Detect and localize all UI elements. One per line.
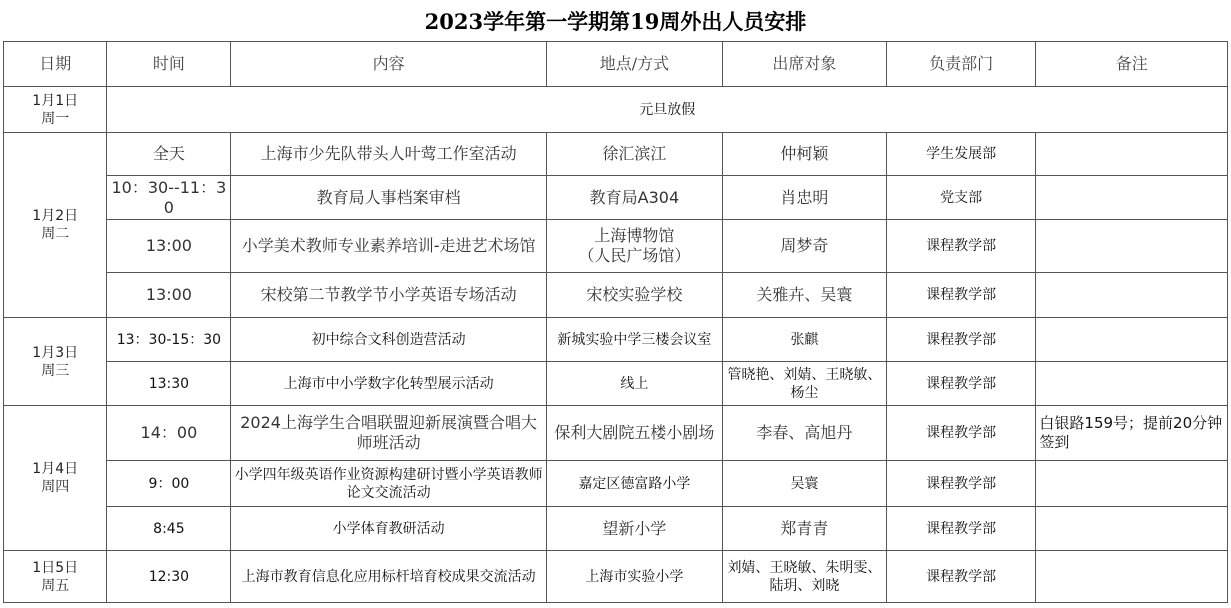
content-cell: 小学四年级英语作业资源构建研讨暨小学英语教师论文交流活动 [231,461,546,507]
time-cell: 全天 [107,133,231,176]
time-cell: 9：00 [107,461,231,507]
content-cell: 教育局人事档案审档 [231,176,546,220]
time-cell: 12:30 [107,551,231,603]
attendees-cell: 郑青青 [723,507,887,551]
location-cell: 新城实验中学三楼会议室 [546,318,722,362]
location-cell: 嘉定区德富路小学 [546,461,722,507]
time-cell: 13：30-15：30 [107,318,231,362]
content-cell: 小学体育教研活动 [231,507,546,551]
notes-cell [1036,461,1228,507]
date-label: 1月2日 [32,208,79,224]
date-label: 1月4日 [32,461,79,477]
table-row [4,406,1228,461]
time-cell: 13:30 [107,362,231,406]
header-content: 内容 [231,42,546,87]
notes-cell [1036,133,1228,176]
date-cell [4,87,107,133]
department-cell: 党支部 [886,176,1036,220]
table-row [4,273,1228,318]
table-row [4,507,1228,551]
department-cell: 课程教学部 [886,406,1036,461]
table-row [4,176,1228,220]
attendees-cell: 吴寰 [723,461,887,507]
date-label: 1月3日 [32,344,79,361]
date-label: 1月1日 [32,92,79,109]
department-cell: 课程教学部 [886,507,1036,551]
location-cell: 宋校实验学校 [546,273,722,318]
weekday-label: 周五 [41,577,70,594]
notes-cell [1036,220,1228,273]
attendees-cell: 管晓艳、刘婧、王晓敏、杨尘 [723,362,887,406]
attendees-cell: 周梦奇 [723,220,887,273]
content-cell: 初中综合文科创造营活动 [231,318,546,362]
notes-cell [1036,318,1228,362]
header-location: 地点/方式 [546,42,722,87]
notes-cell [1036,176,1228,220]
attendees-cell: 肖忠明 [723,176,887,220]
location-cell: 望新小学 [546,507,722,551]
content-cell: 上海市中小学数字化转型展示活动 [231,362,546,406]
content-cell: 2024上海学生合唱联盟迎新展演暨合唱大师班活动 [231,406,546,461]
header-row [4,42,1228,87]
department-cell: 课程教学部 [886,273,1036,318]
time-cell: 13:00 [107,220,231,273]
location-line: 上海博物馆 [594,226,675,245]
content-cell: 上海市少先队带头人叶莺工作室活动 [231,133,546,176]
department-cell: 学生发展部 [886,133,1036,176]
date-cell [4,551,107,603]
department-cell: 课程教学部 [886,220,1036,273]
date-cell [4,133,107,318]
table-row [4,461,1228,507]
schedule-table [3,41,1228,603]
attendees-cell: 仲柯颖 [723,133,887,176]
content-cell: 宋校第二节教学节小学英语专场活动 [231,273,546,318]
notes-cell: 白银路159号；提前20分钟签到 [1036,406,1228,461]
weekday-label: 周二 [41,226,70,242]
location-cell: 保利大剧院五楼小剧场 [546,406,722,461]
location-line-2: （人民广场馆） [578,246,691,265]
weekday-label: 周一 [41,110,70,127]
notes-cell [1036,273,1228,318]
header-time: 时间 [107,42,231,87]
time-cell: 13:00 [107,273,231,318]
time-cell: 8:45 [107,507,231,551]
location-cell: 上海市实验小学 [546,551,722,603]
table-row [4,133,1228,176]
weekday-label: 周四 [41,479,70,495]
attendees-cell: 李春、高旭丹 [723,406,887,461]
location-cell [546,220,722,273]
content-cell: 上海市教育信息化应用标杆培育校成果交流活动 [231,551,546,603]
time-cell: 14：00 [107,406,231,461]
table-row [4,220,1228,273]
attendees-cell: 张麒 [723,318,887,362]
header-department: 负责部门 [886,42,1036,87]
notes-cell [1036,362,1228,406]
date-cell [4,318,107,406]
department-cell: 课程教学部 [886,362,1036,406]
page-title: 2023学年第一学期第19周外出人员安排 [424,8,807,34]
header-attendees: 出席对象 [723,42,887,87]
location-cell: 线上 [546,362,722,406]
location-cell: 徐汇滨江 [546,133,722,176]
header-date: 日期 [4,42,107,87]
date-label: 1日5日 [32,559,79,576]
notes-cell [1036,551,1228,603]
department-cell: 课程教学部 [886,551,1036,603]
header-notes: 备注 [1036,42,1228,87]
holiday-cell: 元旦放假 [107,87,1228,133]
time-cell: 10：30--11：30 [107,176,231,220]
table-row [4,318,1228,362]
department-cell: 课程教学部 [886,461,1036,507]
attendees-cell: 关雅卉、吴寰 [723,273,887,318]
department-cell: 课程教学部 [886,318,1036,362]
attendees-cell: 刘婧、王晓敏、朱明雯、陆玥、刘晓 [723,551,887,603]
notes-cell [1036,507,1228,551]
table-row [4,551,1228,603]
weekday-label: 周三 [41,362,70,379]
content-cell: 小学美术教师专业素养培训-走进艺术场馆 [231,220,546,273]
location-cell: 教育局A304 [546,176,722,220]
table-row [4,362,1228,406]
date-cell [4,406,107,551]
table-row [4,87,1228,133]
